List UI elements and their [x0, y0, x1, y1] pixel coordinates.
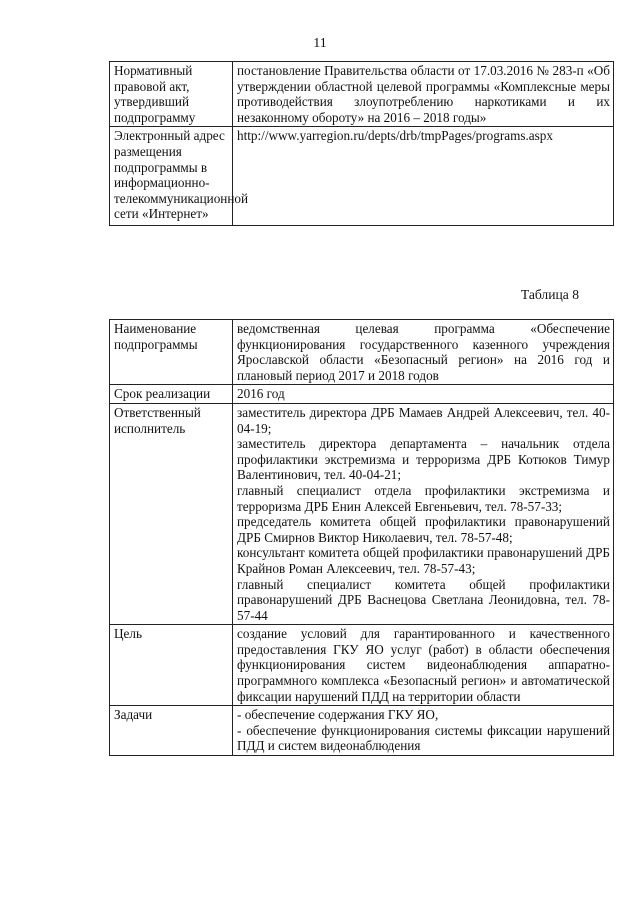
- table-row: [110, 706, 614, 756]
- row-value-web-address: http://www.yarregion.ru/depts/drb/tmpPages/programs.aspx: [233, 127, 614, 226]
- row-value-executor: [233, 403, 614, 624]
- executor-line: главный специалист комитета общей профилактики правонарушений ДРБ Васнецова Светлана Леонидовна, тел. 78-57-44: [237, 576, 610, 623]
- row-label-executor: Ответственный исполнитель: [110, 403, 233, 624]
- table-row: [110, 625, 614, 706]
- executor-line: председатель комитета общей профилактики правонарушений ДРБ Смирнов Виктор Николаевич, тел. 78-57-48;: [237, 514, 610, 545]
- row-value-name: ведомственная целевая программа «Обеспечение функционирования государственного казенного учреждения Ярославской области «Безопасный регион» на 2016 год и плановый период 2017 и 2018 годов: [233, 320, 614, 385]
- row-label-period: Срок реализации: [110, 385, 233, 404]
- executor-line: главный специалист отдела профилактики экстремизма и терроризма ДРБ Енин Алексей Евгеньевич, тел. 78-57-33;: [237, 482, 610, 514]
- table-row: [110, 385, 614, 404]
- executor-line: заместитель директора ДРБ Мамаев Андрей Алексеевич, тел. 40-04-19;: [237, 404, 610, 436]
- passport-table-continued: [109, 61, 614, 226]
- row-value-goal: создание условий для гарантированного и качественного предоставления ГКУ ЯО услуг (работ) в области обеспечения функционирования систем видеонаблюдения аппаратно-программного комплекса «Безопасный регион» и автоматической фиксации нарушений ПДД на территории области: [233, 625, 614, 706]
- row-label-goal: Цель: [110, 625, 233, 706]
- row-value-period: 2016 год: [233, 385, 614, 404]
- table-row: [110, 62, 614, 127]
- subprogram-passport-table: [109, 319, 614, 756]
- executor-line: консультант комитета общей профилактики правонарушений ДРБ Крайнов Роман Алексеевич, тел. 78-57-43;: [237, 545, 610, 576]
- row-label-name: Наименование подпрограммы: [110, 320, 233, 385]
- row-label-legal-act: Нормативный правовой акт, утвердивший подпрограмму: [110, 62, 233, 127]
- table-row: [110, 127, 614, 226]
- task-line: - обеспечение содержания ГКУ ЯО,: [237, 707, 439, 723]
- row-label-web-address: Электронный адрес размещения подпрограммы в информационно-телекоммуникационной сети «Интернет»: [110, 127, 233, 226]
- executor-line: заместитель директора департамента – начальник отдела профилактики экстремизма и терроризма ДРБ Котюков Тимур Валентинович, тел. 40-04-21;: [237, 436, 610, 483]
- row-label-tasks: Задачи: [110, 706, 233, 756]
- table-row: [110, 320, 614, 385]
- row-value-tasks: [233, 706, 614, 756]
- table-caption: Таблица 8: [520, 287, 579, 302]
- page-number: 11: [313, 36, 327, 51]
- task-line: - обеспечение функционирования системы фиксации нарушений ПДД и систем видеонаблюдения: [237, 722, 610, 754]
- row-value-legal-act: постановление Правительства области от 17.03.2016 № 283-п «Об утверждении областной целевой программы «Комплексные меры противодействия злоупотреблению наркотиками и их незаконному обороту» на 2016 – 2018 годы»: [233, 62, 614, 127]
- table-row: [110, 403, 614, 624]
